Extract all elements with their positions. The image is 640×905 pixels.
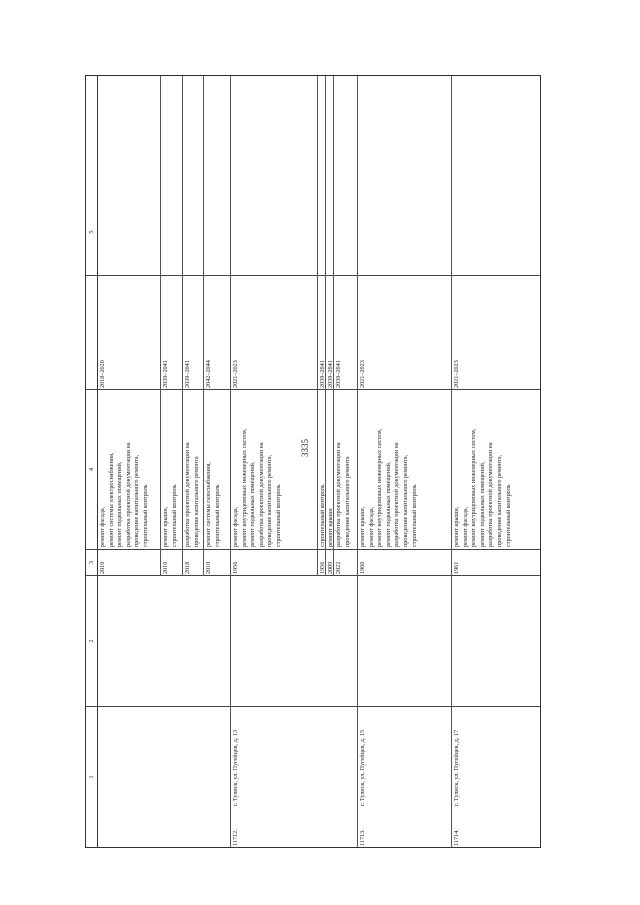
work-line: ремонт фасада, xyxy=(461,506,469,547)
work-line: ремонт подвальных помещений, xyxy=(249,461,257,547)
work-line: ремонт подвальных помещений, xyxy=(116,461,124,547)
work-line: ремонт подвальных помещений, xyxy=(478,461,486,547)
work-line: строительный контроль xyxy=(410,484,418,547)
work-line: ремонт фасада, xyxy=(232,506,239,547)
period-cell: 2021–2023 xyxy=(232,360,239,388)
work-line: проведение капитального ремонта xyxy=(343,456,351,547)
work-line: ремонт крыши xyxy=(327,508,334,547)
row-number: 11714. xyxy=(453,829,460,846)
year-cell: 2010 xyxy=(162,561,169,574)
work-line: строительный контроль xyxy=(319,484,326,547)
work-line: строительный контроль xyxy=(275,484,282,547)
work-line: разработка проектной документации на xyxy=(184,442,191,547)
work-line: ремонт системы газоснабжения, xyxy=(205,462,212,547)
year-cell: 2009 xyxy=(327,561,334,574)
row-address: г. Тулиск, ул. Пугейцев, д. 13 xyxy=(232,729,239,806)
work-line: проведение капитального ремонта xyxy=(192,456,200,547)
work-line: разработка проектной документации на xyxy=(335,442,342,547)
period-cell: 2021–2023 xyxy=(359,360,366,388)
work-line: проведение капитального ремонта, xyxy=(133,454,141,547)
column-rule xyxy=(86,575,540,576)
column-rule xyxy=(86,275,540,276)
year-cell: 1956 xyxy=(232,561,239,574)
work-line: проведение капитального ремонта, xyxy=(266,454,274,547)
row-rule xyxy=(357,76,358,847)
work-line: разработка проектной документации на xyxy=(124,442,132,547)
row-address: г. Тулиск, ул. Пугейцев, д. 17 xyxy=(453,729,460,806)
column-rule xyxy=(86,389,540,390)
document-table xyxy=(85,75,541,848)
year-cell: 2022 xyxy=(335,561,342,574)
year-cell: 1956 xyxy=(319,561,326,574)
work-line: разработка проектной документации на xyxy=(257,442,265,547)
work-line: ремонт внутридомовых инженерных систем, xyxy=(240,428,248,547)
work-line: проведение капитального ремонта, xyxy=(402,454,409,547)
header-col-4: 4 xyxy=(88,467,95,472)
year-cell: 2018 xyxy=(184,561,191,574)
work-line: разработка проектной документации на xyxy=(487,442,495,547)
work-line: ремонт фасада, xyxy=(367,506,375,547)
period-cell: 2039–2041 xyxy=(184,360,191,388)
subrow-rule xyxy=(160,76,161,576)
work-line: строительный контроль xyxy=(170,484,178,547)
work-line: проведение капитального ремонта, xyxy=(496,454,503,547)
period-cell: 2039–2041 xyxy=(162,360,169,388)
work-line: ремонт крыши, xyxy=(359,506,366,547)
period-cell: 2039–2041 xyxy=(335,360,342,388)
period-cell: 2042–2044 xyxy=(205,360,212,388)
work-line: разработка проектной документации на xyxy=(393,442,401,547)
page-number: 3335 xyxy=(300,439,310,457)
header-col-3: 3 xyxy=(88,560,95,565)
header-rule xyxy=(97,76,98,847)
header-col-1: 1 xyxy=(88,775,95,779)
row-rule xyxy=(230,76,231,847)
year-cell: 1960 xyxy=(359,561,366,574)
year-cell: 2010 xyxy=(205,561,212,574)
work-line: ремонт крыши, xyxy=(162,506,169,547)
header-col-2: 2 xyxy=(88,639,95,643)
header-col-5: 5 xyxy=(88,230,95,234)
work-line: строительный контроль xyxy=(504,484,512,547)
work-line: ремонт фасада, xyxy=(99,506,106,547)
period-cell: 2039–2041 xyxy=(319,360,326,388)
period-cell: 2018–2020 xyxy=(99,360,106,388)
row-number: 11713. xyxy=(359,829,366,846)
column-rule xyxy=(86,549,540,550)
work-line: ремонт крыши, xyxy=(453,506,460,547)
row-address: г. Тулиск, ул. Пугейцев, д. 15 xyxy=(359,729,366,806)
period-cell: 2021–2023 xyxy=(453,360,460,388)
work-line: строительный контроль xyxy=(142,484,149,547)
work-line: ремонт системы электроснабжения, xyxy=(107,452,115,547)
subrow-rule xyxy=(203,76,204,576)
subrow-rule xyxy=(317,76,318,576)
column-rule xyxy=(86,706,540,707)
year-cell: 1961 xyxy=(453,561,460,574)
work-line: ремонт внутридомовых инженерных систем, xyxy=(376,428,384,547)
work-line: строительный контроль xyxy=(213,484,221,547)
subrow-rule xyxy=(325,76,326,576)
work-line: ремонт подвальных помещений, xyxy=(384,461,392,547)
table-frame xyxy=(85,75,541,848)
work-line: ремонт внутридомовых инженерных систем, xyxy=(470,428,478,547)
row-rule xyxy=(451,76,452,847)
period-cell: 2039–2041 xyxy=(327,360,334,388)
row-number: 11712. xyxy=(232,829,239,846)
subrow-rule xyxy=(333,76,334,576)
subrow-rule xyxy=(182,76,183,576)
year-cell: 2010 xyxy=(99,561,106,574)
